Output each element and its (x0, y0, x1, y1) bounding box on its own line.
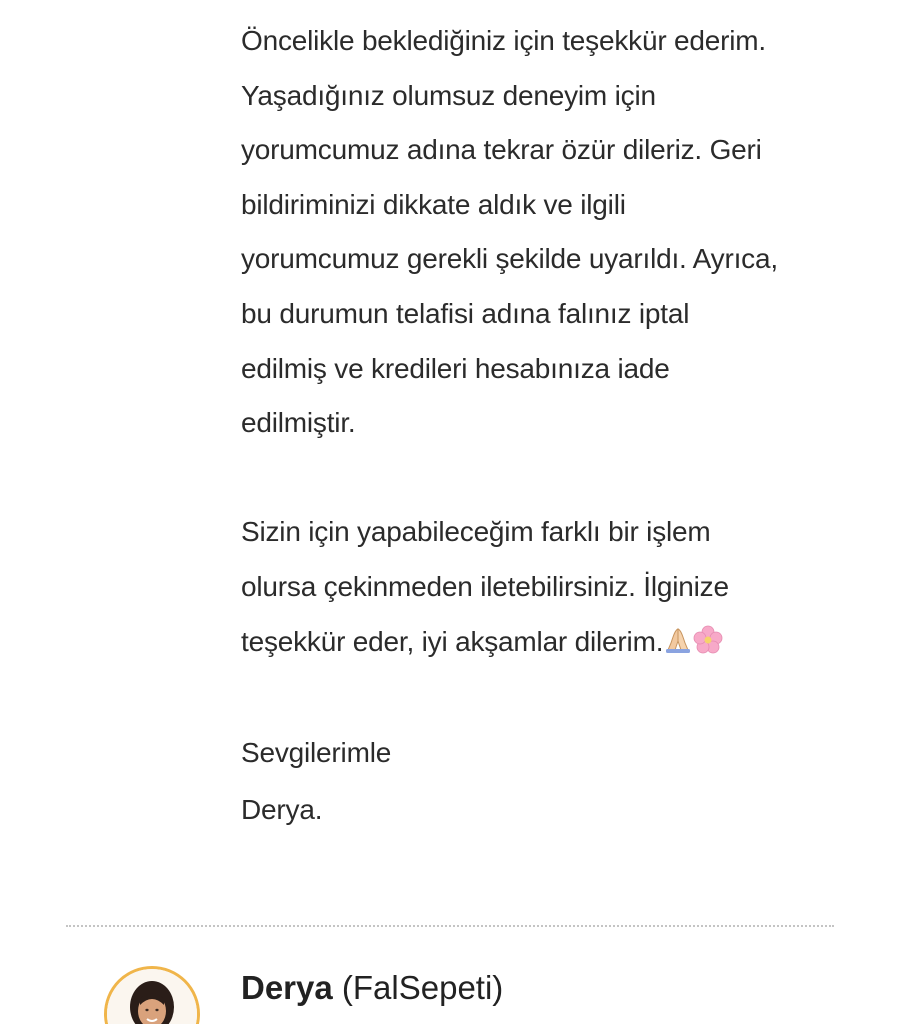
folded-hands-icon (663, 625, 693, 655)
author-title (241, 968, 503, 1008)
paragraph-spacer (241, 669, 861, 724)
message-paragraph: Öncelikle beklediğiniz için teşekkür ederim. Yaşadığınız olumsuz deneyim için yorumcumuz adına tekrar özür dileriz. Geri bildiriminizi dikkate aldık ve ilgili yorumcumuz gerekli şekilde uyarıldı. Ayrıca, bu durumun telafisi adına falınız iptal edilmiş ve kredileri hesabınıza iade edilmiştir. (241, 25, 778, 439)
signature: Derya. (241, 793, 323, 825)
author-avatar[interactable] (104, 966, 200, 1024)
message-paragraph-text: Sizin için yapabileceğim farklı bir işlem olursa çekinmeden iletebilirsiniz. İlginize teşekkür eder, iyi akşamlar dilerim. (241, 516, 729, 657)
author-header (104, 962, 864, 1024)
message-paragraph (241, 505, 861, 669)
author-brand: (FalSepeti) (341, 969, 504, 1006)
signoff-line: Sevgilerimle (241, 736, 392, 768)
author-name[interactable]: Derya (241, 969, 333, 1006)
message-body (241, 14, 861, 838)
paragraph-spacer (241, 451, 861, 506)
person-avatar-icon (107, 969, 197, 1024)
dotted-divider (66, 925, 834, 927)
cherry-blossom-icon (693, 625, 723, 655)
